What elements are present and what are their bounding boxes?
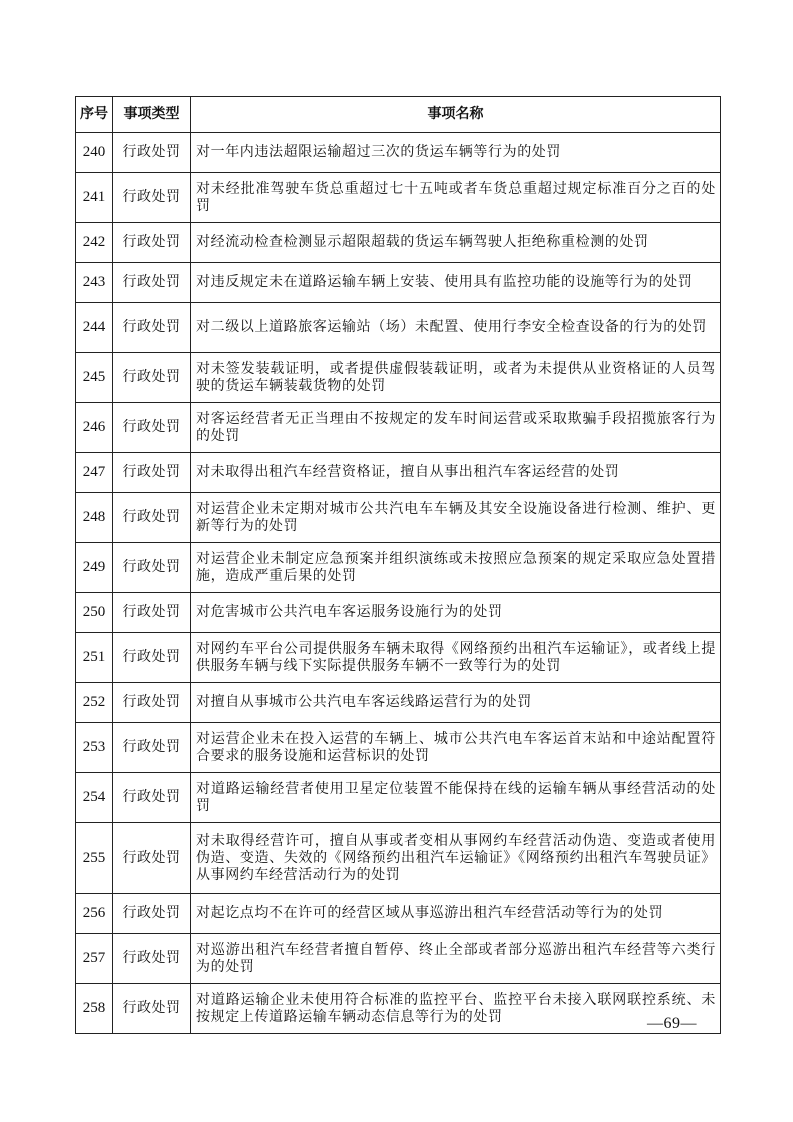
header-matter-type: 事项类型 — [113, 97, 191, 133]
row-name: 对经流动检查检测显示超限超载的货运车辆驾驶人拒绝称重检测的处罚 — [191, 223, 721, 263]
row-number: 241 — [76, 173, 113, 223]
table-row — [76, 723, 721, 773]
matters-table — [75, 96, 721, 1034]
table-row — [76, 633, 721, 683]
row-type: 行政处罚 — [113, 773, 191, 823]
row-name: 对网约车平台公司提供服务车辆未取得《网络预约出租汽车运输证》，或者线上提供服务车辆与线下实际提供服务车辆不一致等行为的处罚 — [191, 633, 721, 683]
row-type: 行政处罚 — [113, 894, 191, 934]
row-number: 243 — [76, 263, 113, 303]
row-number: 248 — [76, 493, 113, 543]
row-number: 246 — [76, 403, 113, 453]
row-type: 行政处罚 — [113, 353, 191, 403]
table-row — [76, 173, 721, 223]
row-type: 行政处罚 — [113, 984, 191, 1034]
row-type: 行政处罚 — [113, 303, 191, 353]
row-name: 对未取得出租汽车经营资格证，擅自从事出租汽车客运经营的处罚 — [191, 453, 721, 493]
row-number: 247 — [76, 453, 113, 493]
table-row — [76, 133, 721, 173]
row-number: 240 — [76, 133, 113, 173]
row-number: 250 — [76, 593, 113, 633]
row-name: 对违反规定未在道路运输车辆上安装、使用具有监控功能的设施等行为的处罚 — [191, 263, 721, 303]
row-name: 对擅自从事城市公共汽电车客运线路运营行为的处罚 — [191, 683, 721, 723]
row-type: 行政处罚 — [113, 543, 191, 593]
row-name: 对二级以上道路旅客运输站（场）未配置、使用行李安全检查设备的行为的处罚 — [191, 303, 721, 353]
table-row — [76, 493, 721, 543]
row-type: 行政处罚 — [113, 173, 191, 223]
row-type: 行政处罚 — [113, 493, 191, 543]
table-row — [76, 773, 721, 823]
row-name: 对运营企业未制定应急预案并组织演练或未按照应急预案的规定采取应急处置措施，造成严重后果的处罚 — [191, 543, 721, 593]
row-number: 254 — [76, 773, 113, 823]
row-name: 对客运经营者无正当理由不按规定的发车时间运营或采取欺骗手段招揽旅客行为的处罚 — [191, 403, 721, 453]
row-name: 对未取得经营许可，擅自从事或者变相从事网约车经营活动伪造、变造或者使用伪造、变造、失效的《网络预约出租汽车运输证》《网络预约出租汽车驾驶员证》从事网约车经营活动行为的处罚 — [191, 823, 721, 894]
table-row — [76, 823, 721, 894]
row-name: 对一年内违法超限运输超过三次的货运车辆等行为的处罚 — [191, 133, 721, 173]
table-row — [76, 984, 721, 1034]
header-matter-name: 事项名称 — [191, 97, 721, 133]
row-number: 257 — [76, 934, 113, 984]
row-name: 对道路运输经营者使用卫星定位装置不能保持在线的运输车辆从事经营活动的处罚 — [191, 773, 721, 823]
row-type: 行政处罚 — [113, 934, 191, 984]
table-row — [76, 303, 721, 353]
table-row — [76, 353, 721, 403]
row-name: 对起讫点均不在许可的经营区域从事巡游出租汽车经营活动等行为的处罚 — [191, 894, 721, 934]
row-type: 行政处罚 — [113, 403, 191, 453]
row-type: 行政处罚 — [113, 723, 191, 773]
row-number: 249 — [76, 543, 113, 593]
row-number: 244 — [76, 303, 113, 353]
row-type: 行政处罚 — [113, 223, 191, 263]
table-row — [76, 403, 721, 453]
row-number: 256 — [76, 894, 113, 934]
row-number: 251 — [76, 633, 113, 683]
row-name: 对运营企业未在投入运营的车辆上、城市公共汽电车客运首末站和中途站配置符合要求的服务设施和运营标识的处罚 — [191, 723, 721, 773]
table-header-row — [76, 97, 721, 133]
row-name: 对巡游出租汽车经营者擅自暂停、终止全部或者部分巡游出租汽车经营等六类行为的处罚 — [191, 934, 721, 984]
row-type: 行政处罚 — [113, 823, 191, 894]
table-row — [76, 453, 721, 493]
row-name: 对危害城市公共汽电车客运服务设施行为的处罚 — [191, 593, 721, 633]
row-type: 行政处罚 — [113, 593, 191, 633]
row-type: 行政处罚 — [113, 133, 191, 173]
table-row — [76, 543, 721, 593]
header-serial-number: 序号 — [76, 97, 113, 133]
row-number: 242 — [76, 223, 113, 263]
row-name: 对道路运输企业未使用符合标准的监控平台、监控平台未接入联网联控系统、未按规定上传道路运输车辆动态信息等行为的处罚 — [191, 984, 721, 1034]
row-name: 对未签发装载证明，或者提供虚假装载证明，或者为未提供从业资格证的人员驾驶的货运车辆装载货物的处罚 — [191, 353, 721, 403]
table-row — [76, 263, 721, 303]
row-number: 252 — [76, 683, 113, 723]
row-number: 258 — [76, 984, 113, 1034]
row-type: 行政处罚 — [113, 633, 191, 683]
row-number: 255 — [76, 823, 113, 894]
row-type: 行政处罚 — [113, 453, 191, 493]
table-row — [76, 934, 721, 984]
row-name: 对运营企业未定期对城市公共汽电车车辆及其安全设施设备进行检测、维护、更新等行为的处罚 — [191, 493, 721, 543]
table-row — [76, 593, 721, 633]
row-type: 行政处罚 — [113, 683, 191, 723]
row-type: 行政处罚 — [113, 263, 191, 303]
table-row — [76, 894, 721, 934]
row-number: 253 — [76, 723, 113, 773]
row-number: 245 — [76, 353, 113, 403]
table-row — [76, 683, 721, 723]
row-name: 对未经批准驾驶车货总重超过七十五吨或者车货总重超过规定标准百分之百的处罚 — [191, 173, 721, 223]
page-number: —69— — [647, 1015, 697, 1032]
table-row — [76, 223, 721, 263]
